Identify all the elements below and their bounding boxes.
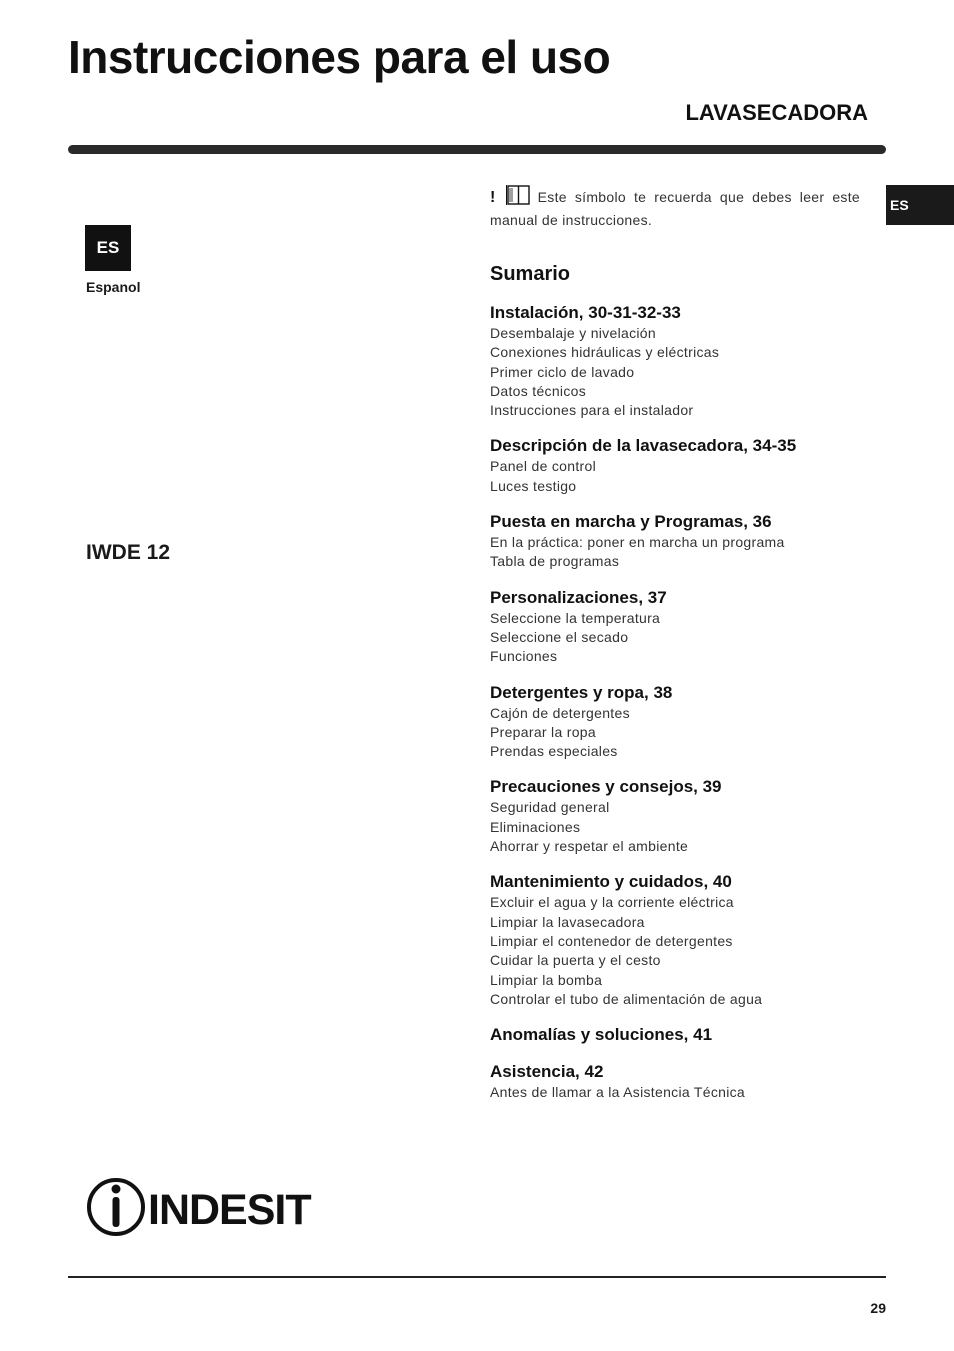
toc-item: Primer ciclo de lavado bbox=[490, 363, 635, 380]
toc-item: Limpiar la lavasecadora bbox=[490, 913, 645, 930]
toc-section-heading: Personalizaciones, 37 bbox=[490, 587, 667, 607]
toc-section bbox=[490, 302, 890, 420]
manual-book-icon bbox=[506, 184, 532, 206]
language-code: ES bbox=[96, 238, 120, 257]
toc-item: Datos técnicos bbox=[490, 382, 587, 399]
toc-section bbox=[490, 435, 890, 496]
side-tab-label: ES bbox=[890, 197, 909, 213]
toc-section-heading: Anomalías y soluciones, 41 bbox=[490, 1025, 713, 1045]
toc-item: Prendas especiales bbox=[490, 743, 618, 760]
toc-item: En la práctica: poner en marcha un programa bbox=[490, 534, 785, 551]
toc-item: Desembalaje y nivelación bbox=[490, 325, 656, 341]
toc-section-heading: Mantenimiento y cuidados, 40 bbox=[490, 872, 732, 892]
toc-item: Panel de control bbox=[490, 458, 596, 475]
toc-section bbox=[490, 871, 890, 1009]
toc-section-heading: Precauciones y consejos, 39 bbox=[490, 777, 722, 797]
toc-item: Seleccione el secado bbox=[490, 628, 629, 645]
toc-section bbox=[490, 1024, 890, 1046]
toc-item: Luces testigo bbox=[490, 477, 577, 494]
toc-section-heading: Instalación, 30-31-32-33 bbox=[490, 303, 681, 322]
toc-section-heading: Detergentes y ropa, 38 bbox=[490, 682, 673, 702]
logo-wordmark: INDESIT bbox=[148, 1186, 311, 1234]
toc-section bbox=[490, 511, 890, 572]
toc-item: Seguridad general bbox=[490, 799, 610, 816]
toc-item: Funciones bbox=[490, 648, 558, 665]
manual-note bbox=[490, 184, 860, 232]
toc-item: Controlar el tubo de alimentación de agua bbox=[490, 990, 763, 1007]
page-number: 29 bbox=[870, 1300, 886, 1316]
table-of-contents bbox=[490, 262, 890, 1117]
toc-section bbox=[490, 682, 890, 762]
top-divider bbox=[68, 145, 886, 154]
toc-item: Limpiar la bomba bbox=[490, 971, 603, 988]
toc-section bbox=[490, 1061, 890, 1102]
toc-item: Preparar la ropa bbox=[490, 723, 596, 740]
toc-item: Ahorrar y respetar el ambiente bbox=[490, 838, 689, 855]
toc-item: Antes de llamar a la Asistencia Técnica bbox=[490, 1084, 746, 1101]
toc-section-heading: Puesta en marcha y Programas, 36 bbox=[490, 512, 772, 532]
bottom-divider bbox=[68, 1276, 886, 1278]
toc-item: Excluir el agua y la corriente eléctrica bbox=[490, 894, 734, 911]
toc-item: Eliminaciones bbox=[490, 818, 581, 835]
toc-title: Sumario bbox=[490, 263, 571, 285]
toc-item: Cuidar la puerta y el cesto bbox=[490, 952, 661, 969]
toc-item: Conexiones hidráulicas y eléctricas bbox=[490, 344, 720, 361]
page-title: Instrucciones para el uso bbox=[68, 31, 611, 83]
toc-section-heading: Descripción de la lavasecadora, 34-35 bbox=[490, 436, 797, 456]
toc-item: Tabla de programas bbox=[490, 553, 620, 570]
toc-section bbox=[490, 587, 890, 667]
toc-item: Seleccione la temperatura bbox=[490, 609, 661, 626]
language-badge bbox=[85, 225, 131, 271]
note-text: Este símbolo te recuerda que debes leer este manual de instrucciones. bbox=[490, 189, 860, 228]
toc-section-heading: Asistencia, 42 bbox=[490, 1062, 604, 1082]
toc-section bbox=[490, 776, 890, 856]
language-name: Espanol bbox=[86, 279, 141, 295]
toc-item: Instrucciones para el instalador bbox=[490, 402, 694, 419]
toc-sections bbox=[490, 302, 890, 1102]
brand-logo bbox=[86, 1176, 318, 1243]
indesit-logo bbox=[86, 1176, 318, 1238]
toc-item: Cajón de detergentes bbox=[490, 704, 630, 721]
language-side-tab bbox=[886, 185, 954, 225]
product-type: LAVASECADORA bbox=[685, 100, 868, 125]
note-mark: ! bbox=[490, 189, 496, 206]
model-name: IWDE 12 bbox=[86, 541, 171, 564]
toc-item: Limpiar el contenedor de detergentes bbox=[490, 932, 733, 949]
